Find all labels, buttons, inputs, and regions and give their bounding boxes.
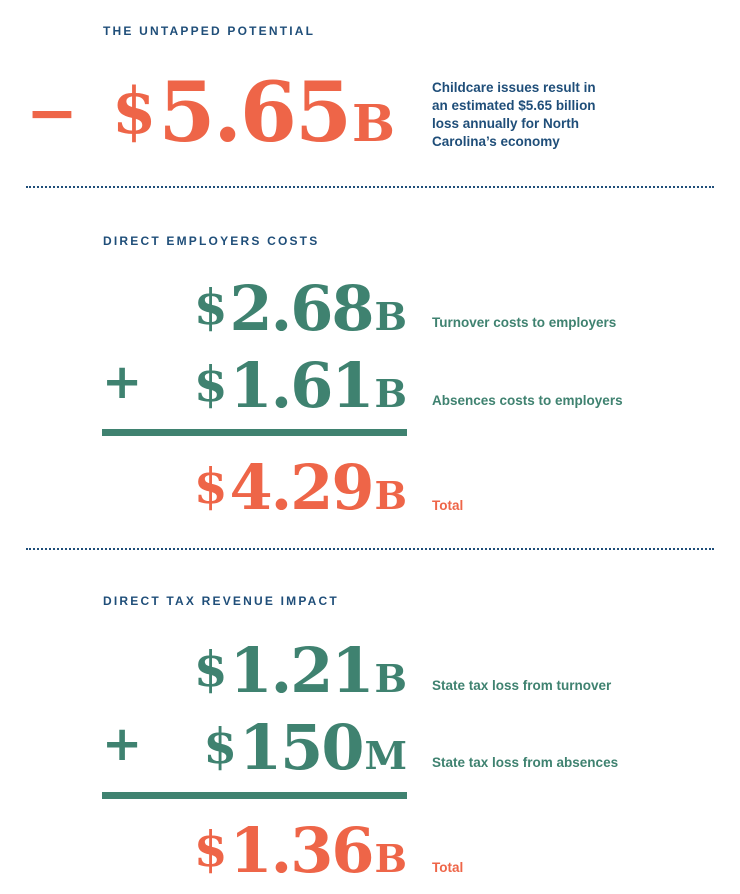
description-line: an estimated $5.65 billion — [432, 98, 596, 113]
tax-total-label: Total — [432, 860, 464, 875]
absences-tax-loss-label: State tax loss from absences — [432, 755, 619, 770]
unit: M — [364, 734, 407, 779]
unit: B — [352, 93, 395, 153]
section-title-tax-revenue: DIRECT TAX REVENUE IMPACT — [103, 594, 339, 608]
dollar-sign: $ — [193, 280, 228, 337]
absences-tax-loss-value — [203, 711, 407, 784]
plus-sign: + — [102, 716, 143, 772]
dollar-sign: $ — [203, 719, 238, 776]
amount: 2.68 — [229, 272, 373, 345]
unit: B — [374, 295, 407, 340]
amount: 5.65 — [158, 65, 351, 161]
absences-cost-value — [193, 349, 407, 422]
section-divider — [26, 186, 714, 188]
minus-sign: − — [26, 76, 78, 149]
turnover-cost-label: Turnover costs to employers — [432, 315, 617, 330]
unit: B — [374, 372, 407, 417]
description-line: Carolina’s economy — [432, 134, 560, 149]
dollar-sign: $ — [193, 459, 228, 516]
amount: 4.29 — [229, 451, 373, 524]
dollar-sign: $ — [193, 357, 228, 414]
turnover-tax-loss-label: State tax loss from turnover — [432, 678, 612, 693]
unit: B — [374, 474, 407, 519]
sum-rule — [102, 792, 407, 799]
amount: 1.61 — [229, 349, 373, 422]
absences-cost-label: Absences costs to employers — [432, 393, 623, 408]
dollar-sign: $ — [111, 74, 157, 150]
section-divider — [26, 548, 714, 550]
employers-total-label: Total — [432, 498, 464, 513]
turnover-tax-loss-value — [193, 634, 407, 707]
section-title-untapped-potential: THE UNTAPPED POTENTIAL — [103, 24, 316, 38]
dollar-sign: $ — [193, 822, 228, 879]
employers-total-value — [193, 451, 407, 524]
section-title-employers-costs: DIRECT EMPLOYERS COSTS — [103, 234, 320, 248]
description-line: Childcare issues result in — [432, 80, 596, 95]
unit: B — [374, 837, 407, 882]
amount: 1.21 — [229, 634, 373, 707]
dollar-sign: $ — [193, 642, 228, 699]
unit: B — [374, 657, 407, 702]
amount: 1.36 — [229, 814, 373, 887]
sum-rule — [102, 429, 407, 436]
amount: 150 — [239, 711, 363, 784]
tax-total-value — [193, 814, 407, 887]
plus-sign: + — [102, 354, 143, 410]
turnover-cost-value — [193, 272, 407, 345]
untapped-potential-value — [111, 65, 395, 161]
description-line: loss annually for North — [432, 116, 580, 131]
untapped-potential-description — [432, 79, 596, 151]
